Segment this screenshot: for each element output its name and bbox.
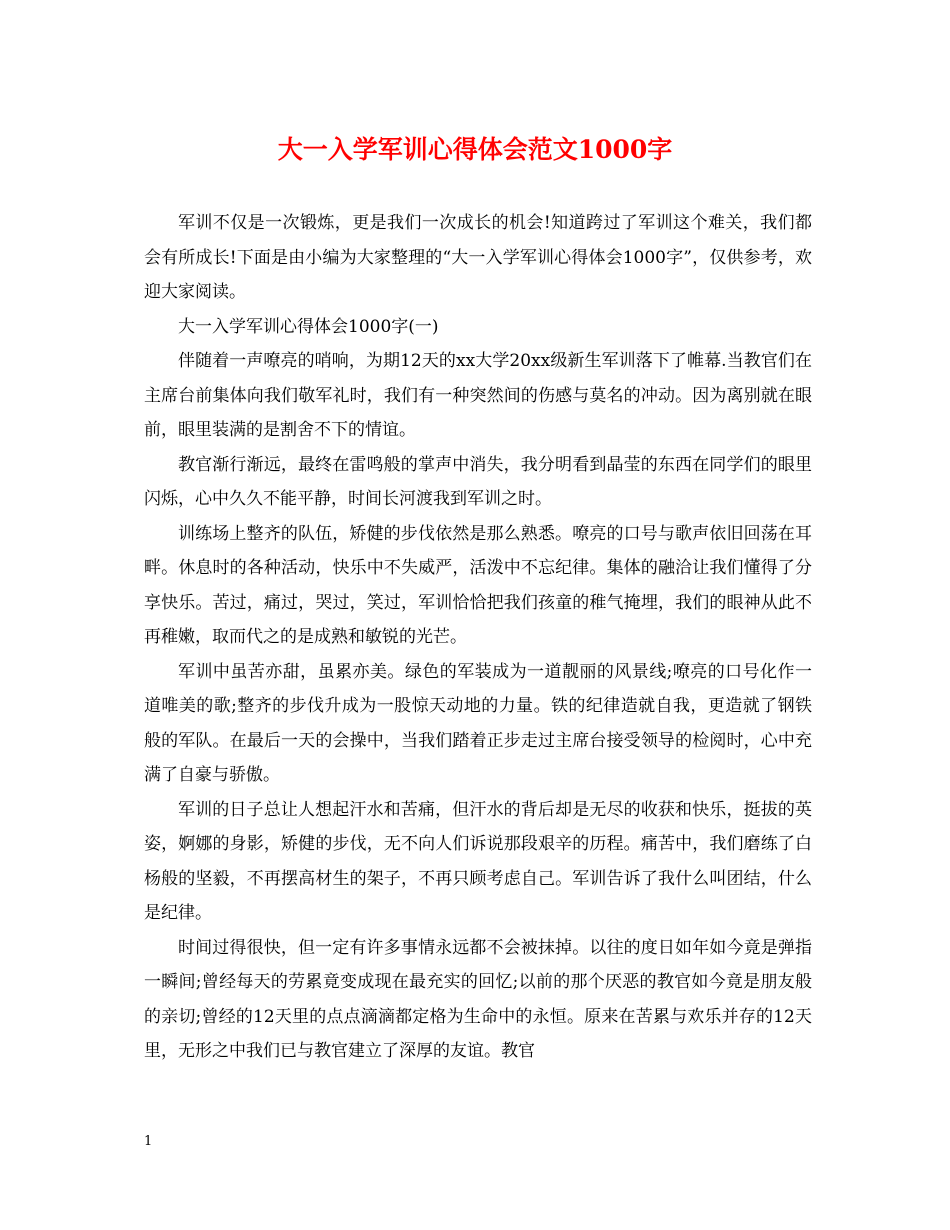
paragraph-intro: 军训不仅是一次锻炼，更是我们一次成长的机会!知道跨过了军训这个难关，我们都会有所成长!下面是由小编为大家整理的“大一入学军训心得体会1000字”，仅供参考，欢迎大家阅读。 <box>144 213 812 302</box>
document-body <box>144 206 812 1069</box>
paragraph: 时间过得很快，但一定有许多事情永远都不会被抹掉。以往的度日如年如今竟是弹指一瞬间;曾经每天的劳累竟变成现在最充实的回忆;以前的那个厌恶的教官如今竟是朋友般的亲切;曾经的12天里的点点滴滴都定格为生命中的永恒。原来在苦累与欢乐并存的12天里，无形之中我们已与教官建立了深厚的友谊。教官 <box>144 937 812 1061</box>
page-number: 1 <box>144 1134 153 1149</box>
paragraph: 伴随着一声嘹亮的哨响，为期12天的xx大学20xx级新生军训落下了帷幕.当教官们在主席台前集体向我们敬军礼时，我们有一种突然间的伤感与莫名的冲动。因为离别就在眼前，眼里装满的是割舍不下的情谊。 <box>144 351 812 440</box>
section-heading: 大一入学军训心得体会1000字(一) <box>178 316 439 337</box>
document-title: 大一入学军训心得体会范文1000字 <box>277 135 673 164</box>
paragraph: 军训中虽苦亦甜，虽累亦美。绿色的军装成为一道靓丽的风景线;嘹亮的口号化作一道唯美的歌;整齐的步伐升成为一股惊天动地的力量。铁的纪律造就自我，更造就了钢铁般的军队。在最后一天的会操中，当我们踏着正步走过主席台接受领导的检阅时，心中充满了自豪与骄傲。 <box>144 661 812 785</box>
paragraph: 军训的日子总让人想起汗水和苦痛，但汗水的背后却是无尽的收获和快乐，挺拔的英姿，婀娜的身影，矫健的步伐，无不向人们诉说那段艰辛的历程。痛苦中，我们磨练了白杨般的坚毅，不再摆高材生的架子，不再只顾考虑自己。军训告诉了我什么叫团结，什么是纪律。 <box>144 799 812 923</box>
paragraph: 训练场上整齐的队伍，矫健的步伐依然是那么熟悉。嘹亮的口号与歌声依旧回荡在耳畔。休息时的各种活动，快乐中不失威严，活泼中不忘纪律。集体的融洽让我们懂得了分享快乐。苦过，痛过，哭过，笑过，军训恰恰把我们孩童的稚气掩埋，我们的眼神从此不再稚嫩，取而代之的是成熟和敏锐的光芒。 <box>144 523 812 647</box>
paragraph: 教官渐行渐远，最终在雷鸣般的掌声中消失，我分明看到晶莹的东西在同学们的眼里闪烁，心中久久不能平静，时间长河渡我到军训之时。 <box>144 454 812 509</box>
